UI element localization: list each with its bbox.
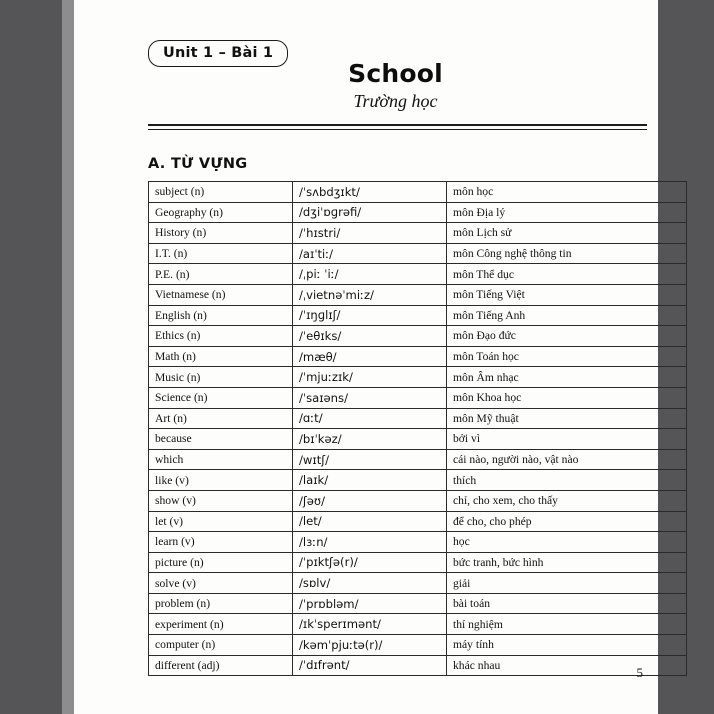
- cell-meaning: máy tính: [447, 635, 687, 656]
- cell-word: picture (n): [149, 552, 293, 573]
- unit-badge: Unit 1 – Bài 1: [148, 40, 288, 67]
- cell-meaning: chỉ, cho xem, cho thấy: [447, 490, 687, 511]
- cell-meaning: khác nhau: [447, 655, 687, 676]
- table-row: [149, 346, 687, 367]
- cell-word: History (n): [149, 223, 293, 244]
- cell-ipa: /let/: [293, 511, 447, 532]
- table-row: [149, 532, 687, 553]
- table-row: [149, 635, 687, 656]
- page-paper: [74, 0, 658, 714]
- table-row: [149, 182, 687, 203]
- cell-meaning: bởi vì: [447, 429, 687, 450]
- vocabulary-table: [148, 181, 687, 676]
- cell-meaning: để cho, cho phép: [447, 511, 687, 532]
- cell-word: experiment (n): [149, 614, 293, 635]
- vocabulary-table-body: [149, 182, 687, 676]
- cell-word: Ethics (n): [149, 326, 293, 347]
- cell-meaning: môn Mỹ thuật: [447, 408, 687, 429]
- cell-ipa: /ˈprɒbləm/: [293, 593, 447, 614]
- cell-word: solve (v): [149, 573, 293, 594]
- cell-ipa: /ˌvietnəˈmiːz/: [293, 284, 447, 305]
- table-row: [149, 264, 687, 285]
- table-row: [149, 284, 687, 305]
- table-row: [149, 223, 687, 244]
- table-row: [149, 614, 687, 635]
- cell-word: let (v): [149, 511, 293, 532]
- cell-meaning: môn Đạo đức: [447, 326, 687, 347]
- cell-meaning: môn Âm nhạc: [447, 367, 687, 388]
- cell-ipa: /ʃəʊ/: [293, 490, 447, 511]
- cell-word: Geography (n): [149, 202, 293, 223]
- cell-word: Music (n): [149, 367, 293, 388]
- page-number: 5: [636, 665, 643, 680]
- page-title-block: [148, 60, 643, 112]
- cell-word: Vietnamese (n): [149, 284, 293, 305]
- cell-word: different (adj): [149, 655, 293, 676]
- table-row: [149, 429, 687, 450]
- table-row: [149, 305, 687, 326]
- cell-meaning: thí nghiệm: [447, 614, 687, 635]
- cell-ipa: /ˈsʌbdʒɪkt/: [293, 182, 447, 203]
- cell-ipa: /ˌpiː ˈiː/: [293, 264, 447, 285]
- cell-ipa: /ˈmjuːzɪk/: [293, 367, 447, 388]
- cell-word: which: [149, 449, 293, 470]
- cell-meaning: môn Thể dục: [447, 264, 687, 285]
- cell-word: P.E. (n): [149, 264, 293, 285]
- table-row: [149, 326, 687, 347]
- cell-meaning: thích: [447, 470, 687, 491]
- cell-meaning: môn Tiếng Việt: [447, 284, 687, 305]
- cell-word: because: [149, 429, 293, 450]
- cell-meaning: bức tranh, bức hình: [447, 552, 687, 573]
- cell-ipa: /ɪkˈsperɪmənt/: [293, 614, 447, 635]
- table-row: [149, 367, 687, 388]
- table-row: [149, 408, 687, 429]
- cell-ipa: /ɑːt/: [293, 408, 447, 429]
- cell-word: learn (v): [149, 532, 293, 553]
- table-row: [149, 593, 687, 614]
- cell-ipa: /dʒiˈɒɡrəfi/: [293, 202, 447, 223]
- cell-ipa: /ˈhɪstri/: [293, 223, 447, 244]
- cell-meaning: môn Toán học: [447, 346, 687, 367]
- cell-word: problem (n): [149, 593, 293, 614]
- cell-word: show (v): [149, 490, 293, 511]
- page-subtitle: Trường học: [353, 90, 438, 111]
- cell-meaning: môn Lịch sử: [447, 223, 687, 244]
- cell-meaning: học: [447, 532, 687, 553]
- table-row: [149, 552, 687, 573]
- cell-meaning: môn Địa lý: [447, 202, 687, 223]
- cell-ipa: /ˈpɪktʃə(r)/: [293, 552, 447, 573]
- left-page-edge-shadow: [0, 0, 62, 714]
- table-row: [149, 243, 687, 264]
- cell-word: subject (n): [149, 182, 293, 203]
- cell-ipa: /laɪk/: [293, 470, 447, 491]
- title-divider: [148, 124, 647, 130]
- section-heading-vocabulary: A. TỪ VỰNG: [148, 156, 248, 172]
- table-row: [149, 387, 687, 408]
- cell-word: Science (n): [149, 387, 293, 408]
- cell-ipa: /ˈdɪfrənt/: [293, 655, 447, 676]
- table-row: [149, 449, 687, 470]
- left-page-edge-gradient: [62, 0, 74, 714]
- cell-meaning: môn Tiếng Anh: [447, 305, 687, 326]
- cell-meaning: cái nào, người nào, vật nào: [447, 449, 687, 470]
- cell-ipa: /ˈeθɪks/: [293, 326, 447, 347]
- cell-ipa: /ˈɪŋɡlɪʃ/: [293, 305, 447, 326]
- cell-word: computer (n): [149, 635, 293, 656]
- cell-meaning: môn Khoa học: [447, 387, 687, 408]
- cell-ipa: /kəmˈpjuːtə(r)/: [293, 635, 447, 656]
- cell-ipa: /ˈsaɪəns/: [293, 387, 447, 408]
- cell-ipa: /sɒlv/: [293, 573, 447, 594]
- cell-ipa: /lɜːn/: [293, 532, 447, 553]
- cell-meaning: môn Công nghệ thông tin: [447, 243, 687, 264]
- table-row: [149, 202, 687, 223]
- cell-meaning: bài toán: [447, 593, 687, 614]
- cell-word: I.T. (n): [149, 243, 293, 264]
- cell-ipa: /bɪˈkəz/: [293, 429, 447, 450]
- page-content: [74, 0, 658, 714]
- cell-ipa: /wɪtʃ/: [293, 449, 447, 470]
- cell-word: Art (n): [149, 408, 293, 429]
- table-row: [149, 490, 687, 511]
- table-row: [149, 573, 687, 594]
- cell-ipa: /aɪˈtiː/: [293, 243, 447, 264]
- cell-meaning: môn học: [447, 182, 687, 203]
- cell-word: Math (n): [149, 346, 293, 367]
- table-row: [149, 470, 687, 491]
- cell-word: like (v): [149, 470, 293, 491]
- page-title: School: [348, 59, 443, 88]
- cell-ipa: /mæθ/: [293, 346, 447, 367]
- cell-meaning: giải: [447, 573, 687, 594]
- cell-word: English (n): [149, 305, 293, 326]
- table-row: [149, 511, 687, 532]
